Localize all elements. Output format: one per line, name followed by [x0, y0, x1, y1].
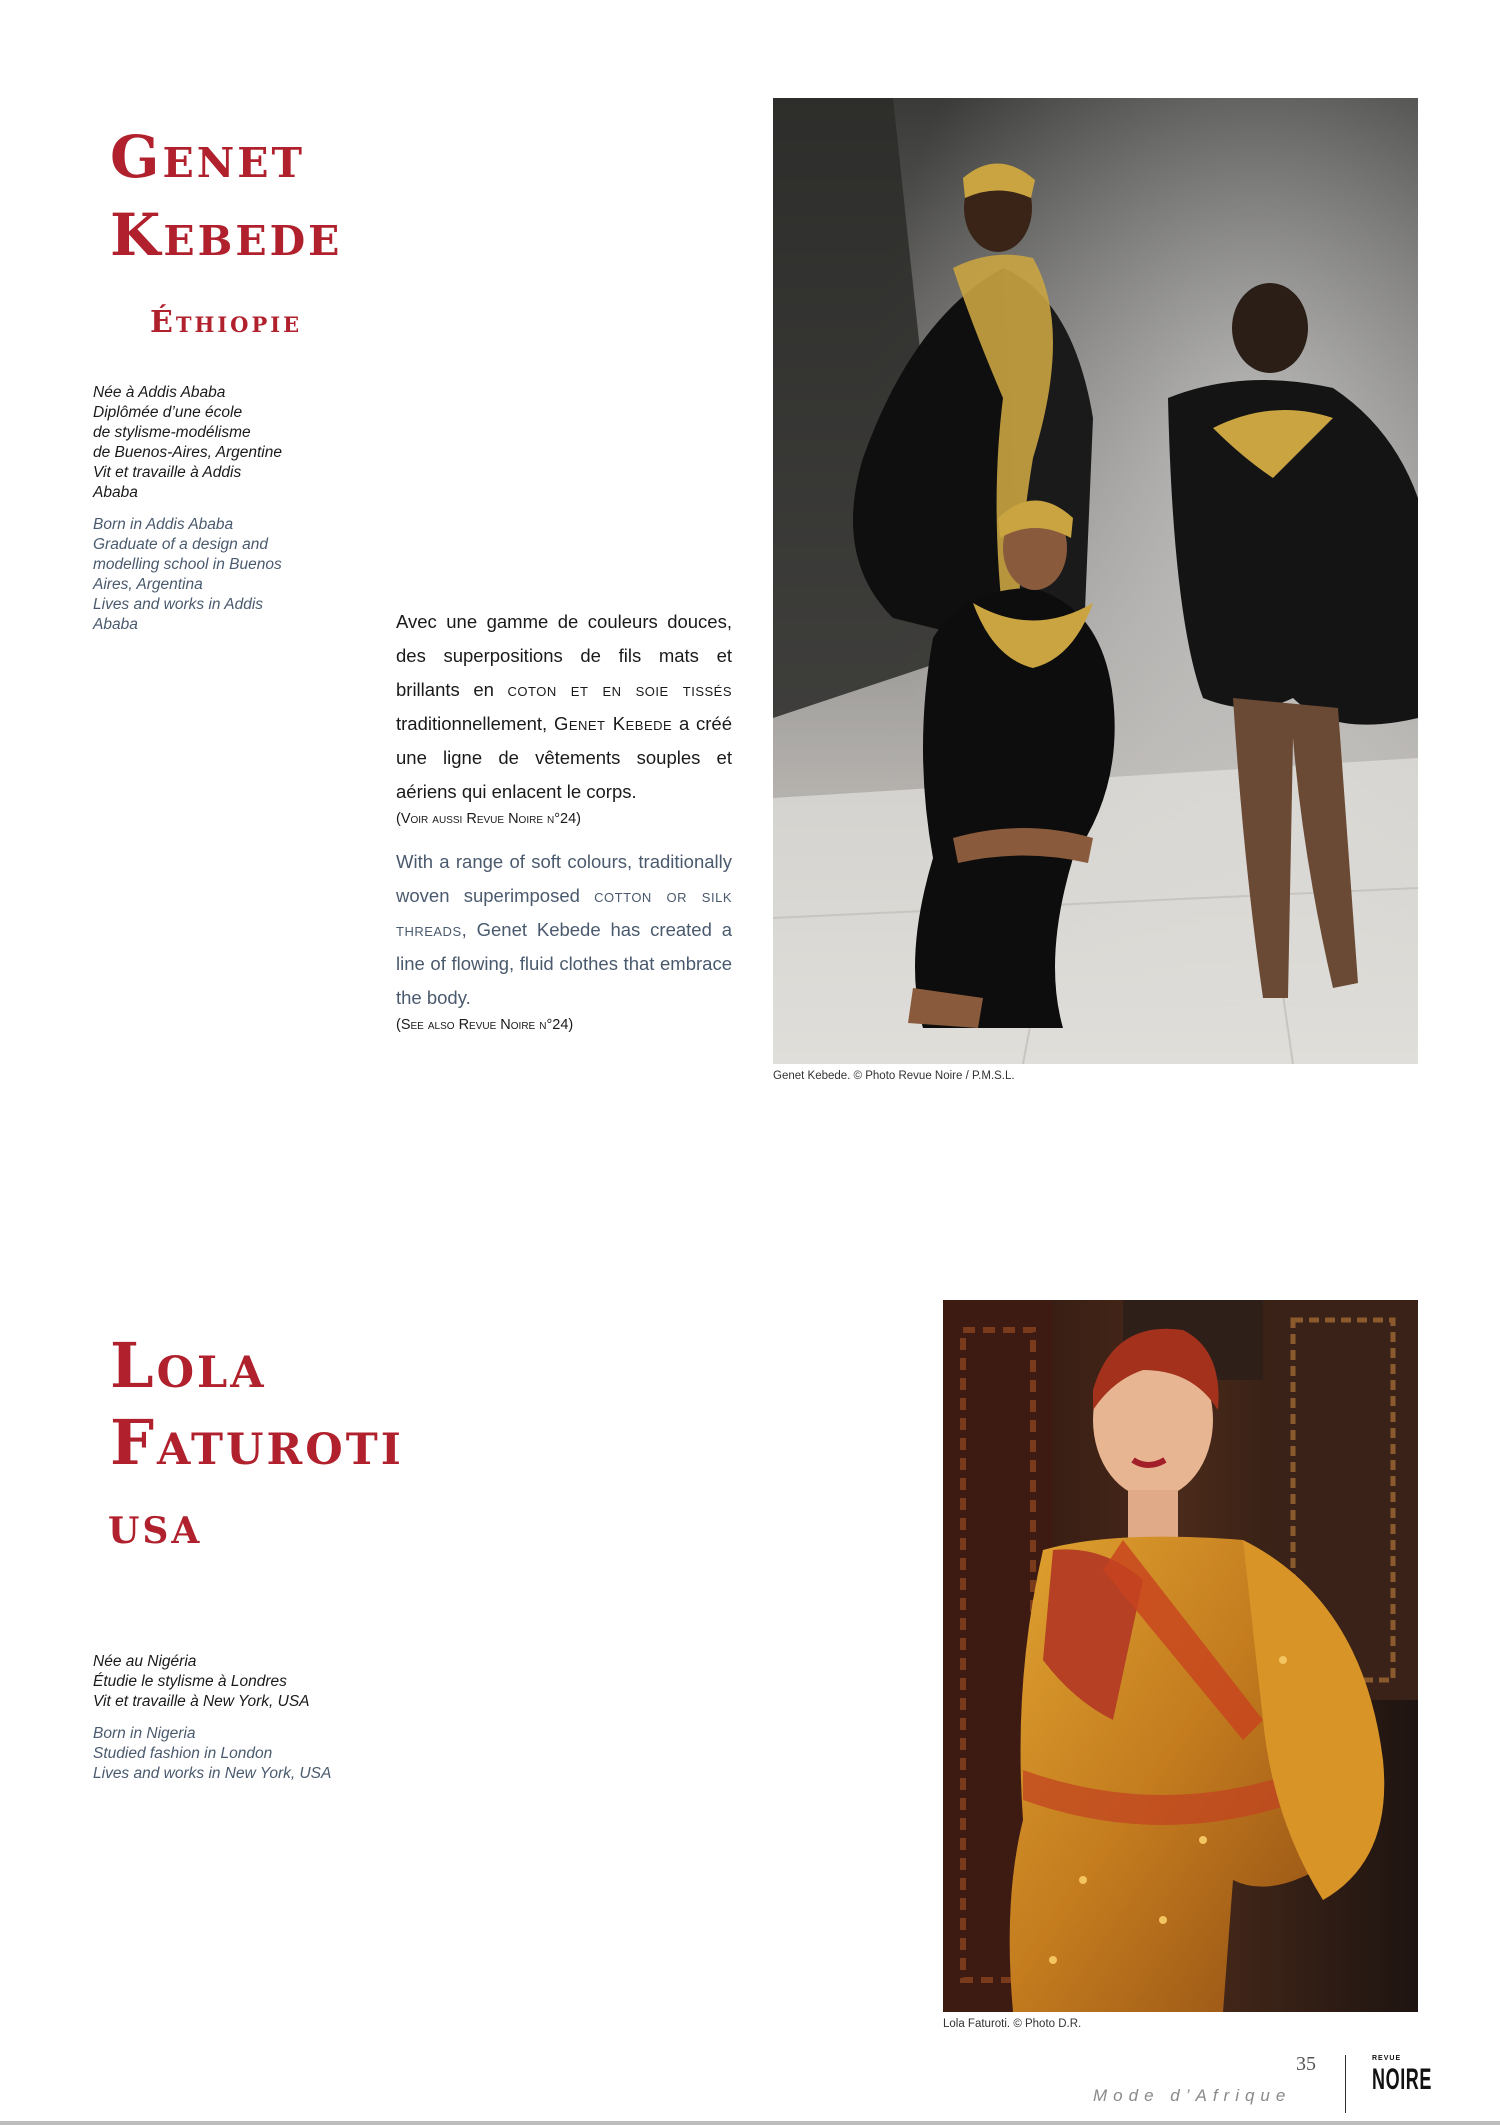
footer-divider — [1345, 2055, 1346, 2113]
bio-line: Vit et travaille à Addis — [93, 464, 242, 481]
body-paragraph-fr — [396, 605, 732, 809]
photo-caption-lola: Lola Faturoti. © Photo D.R. — [943, 2018, 1082, 2030]
body-text-segment: Avec une gamme de couleurs douces, des superpositions de fils mats et brillants en — [396, 611, 732, 700]
bio-lola-fr — [93, 1652, 393, 1712]
bio-line: de stylisme-modélisme — [93, 424, 251, 441]
body-text-emphasis: cotton or silk threads — [396, 885, 732, 940]
body-text-emphasis: coton et en soie tissés — [507, 679, 732, 700]
bio-line: Born in Addis Ababa — [93, 516, 234, 533]
designer-name-genet-line1: Genet — [110, 123, 306, 191]
country-genet: Éthiopie — [150, 305, 303, 340]
body-text-segment: traditionnellement, — [396, 713, 554, 734]
article-body-genet — [396, 605, 732, 1033]
logo-revue-text: REVUE — [1372, 2055, 1402, 2062]
bio-line: Lives and works in New York, USA — [93, 1765, 332, 1782]
bio-line: modelling school in Buenos — [93, 556, 282, 573]
page-number: 35 — [1296, 2053, 1316, 2075]
reference-fr: (Voir aussi Revue Noire n°24) — [396, 811, 582, 827]
section-title: Mode d’Afrique — [1093, 2086, 1292, 2105]
bio-line: Aires, Argentina — [93, 576, 203, 593]
body-paragraph-en — [396, 845, 732, 1015]
body-text-segment: a créé une ligne de vêtements souples et aériens qui enlacent le corps. — [396, 713, 732, 802]
bio-lola — [93, 1652, 393, 1784]
designer-name-lola-line1: Lola — [110, 1329, 267, 1402]
bio-line: Graduate of a design and — [93, 536, 268, 553]
bio-line: Lives and works in Addis — [93, 596, 264, 613]
photo-genet-art — [773, 98, 1418, 1064]
bio-line: Diplômée d’une école — [93, 404, 243, 421]
bio-line: Née au Nigéria — [93, 1653, 197, 1670]
bio-genet-en — [93, 515, 333, 635]
photo-lola-faturoti — [943, 1300, 1418, 2012]
bio-line: Étudie le stylisme à Londres — [93, 1673, 287, 1690]
designer-name-genet-line2: Kebede — [110, 201, 343, 269]
bio-lola-en — [93, 1724, 393, 1784]
body-text-segment: , Genet Kebede has created a line of flowing, fluid clothes that embrace the body. — [396, 919, 732, 1008]
bio-line: Studied fashion in London — [93, 1745, 273, 1762]
country-lola: USA — [108, 1510, 203, 1552]
reference-en: (See also Revue Noire n°24) — [396, 1017, 574, 1033]
bio-line: Born in Nigeria — [93, 1725, 196, 1742]
logo-noire-text: NOIRE — [1372, 2063, 1433, 2096]
bio-line: de Buenos-Aires, Argentine — [93, 444, 282, 461]
designer-name-lola-line2: Faturoti — [110, 1406, 404, 1479]
photo-lola-art — [943, 1300, 1418, 2012]
bio-line: Ababa — [93, 484, 138, 501]
bio-line: Vit et travaille à New York, USA — [93, 1693, 310, 1710]
bio-genet-fr — [93, 383, 333, 503]
bio-genet — [93, 383, 333, 635]
photo-genet-kebede — [773, 98, 1418, 1064]
photo-caption-genet: Genet Kebede. © Photo Revue Noire / P.M.S.L. — [773, 1070, 1015, 1082]
body-text-emphasis: Genet Kebede — [553, 713, 673, 734]
bio-line: Ababa — [93, 616, 138, 633]
body-text-segment: With a range of soft colours, traditionally woven superimposed — [396, 851, 732, 906]
bottom-edge-stripe — [0, 2121, 1500, 2125]
revue-noire-logo — [1372, 2055, 1433, 2115]
bio-line: Née à Addis Ababa — [93, 384, 226, 401]
